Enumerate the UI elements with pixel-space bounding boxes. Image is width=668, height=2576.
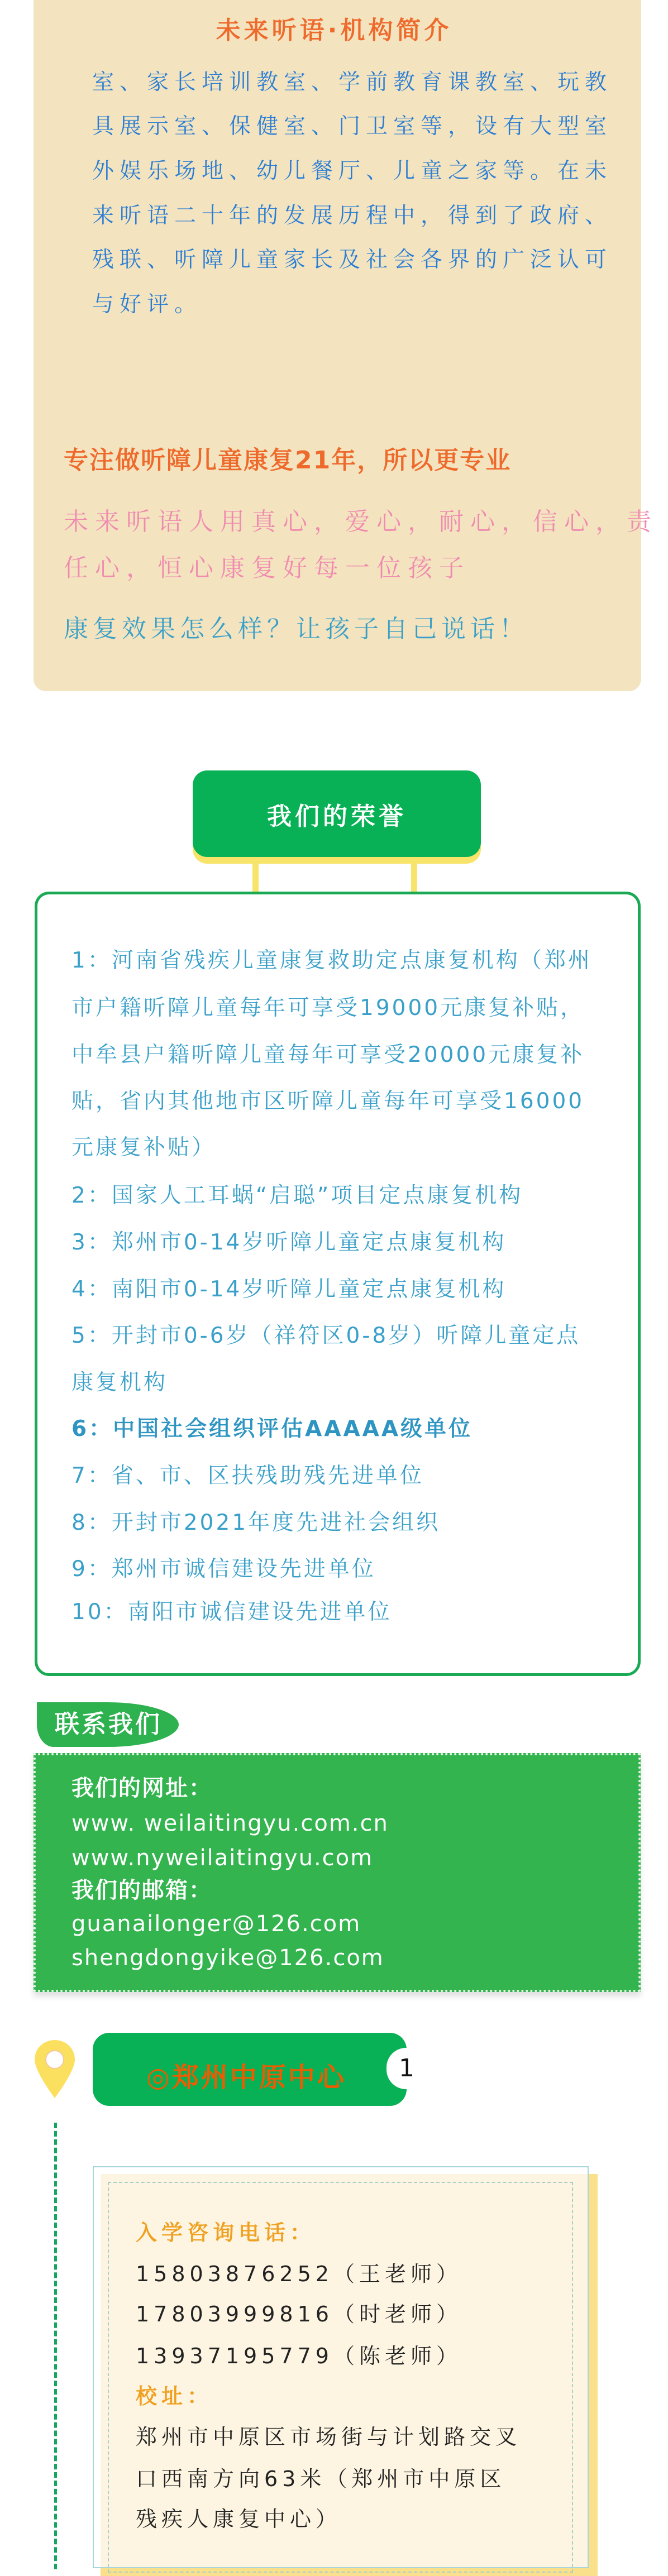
intro-title: 未来听语·机构简介 bbox=[216, 16, 452, 45]
phone-label: 入学咨询电话： bbox=[136, 2220, 316, 2245]
address-line: 残疾人康复中心） bbox=[136, 2507, 342, 2531]
address-line: 郑州市中原区市场街与计划路交叉 bbox=[136, 2425, 522, 2449]
honor-line: 中牟县户籍听障儿童每年可享受20000元康复补 bbox=[71, 1042, 585, 1067]
header-post bbox=[411, 864, 417, 893]
honor-line: 8：开封市2021年度先进社会组织 bbox=[71, 1510, 441, 1535]
slogan: 专注做听障儿童康复21年，所以更专业 bbox=[64, 446, 512, 475]
location-pin-icon bbox=[34, 2039, 76, 2099]
header-post bbox=[252, 864, 259, 893]
honor-line: 3：郑州市0-14岁听障儿童定点康复机构 bbox=[71, 1230, 507, 1255]
honor-line: 市户籍听障儿童每年可享受19000元康复补贴， bbox=[71, 995, 585, 1021]
honor-line: 2：国家人工耳蜗“启聪”项目定点康复机构 bbox=[71, 1183, 523, 1208]
care-line: 任心，恒心康复好每一位孩子 bbox=[64, 554, 470, 582]
intro-paragraph-line: 外娱乐场地、幼儿餐厅、儿童之家等。在未 bbox=[92, 159, 613, 184]
honor-line: 元康复补贴） bbox=[71, 1135, 216, 1160]
phone-number[interactable]: 13937195779（陈老师） bbox=[136, 2344, 462, 2368]
website-link[interactable]: www. weilaitingyu.com.cn bbox=[71, 1811, 389, 1836]
intro-paragraph-line: 来听语二十年的发展历程中，得到了政府、 bbox=[92, 203, 613, 228]
address-label: 校址： bbox=[136, 2384, 213, 2409]
honor-line: 1：河南省残疾儿童康复救助定点康复机构（郑州 bbox=[71, 948, 592, 973]
center-name: ◎郑州中原中心 bbox=[146, 2062, 346, 2093]
address-line: 口西南方向63米（郑州市中原区 bbox=[136, 2467, 506, 2491]
website-link[interactable]: www.nyweilaitingyu.com bbox=[71, 1845, 374, 1871]
honors-title: 我们的荣誉 bbox=[267, 802, 407, 831]
intro-paragraph-line: 与好评。 bbox=[92, 292, 202, 317]
intro-paragraph-line: 室、家长培训教室、学前教育课教室、玩教 bbox=[92, 70, 613, 95]
care-line: 未来听语人用真心，爱心，耐心，信心，责 bbox=[64, 507, 658, 536]
effect-line: 康复效果怎么样？让孩子自己说话！ bbox=[64, 615, 528, 643]
intro-paragraph-line: 残联、听障儿童家长及社会各界的广泛认可 bbox=[92, 247, 613, 272]
honor-line: 9：郑州市诚信建设先进单位 bbox=[71, 1557, 376, 1582]
honor-line: 贴，省内其他地市区听障儿童每年可享受16000 bbox=[71, 1089, 585, 1114]
honor-line: 5：开封市0-6岁（祥符区0-8岁）听障儿童定点 bbox=[71, 1323, 581, 1348]
website-label: 我们的网址： bbox=[71, 1775, 212, 1801]
timeline-line bbox=[54, 2123, 57, 2569]
center-number-badge: 1 bbox=[387, 2048, 426, 2089]
honor-line: 10：南阳市诚信建设先进单位 bbox=[71, 1600, 392, 1625]
email-label: 我们的邮箱： bbox=[71, 1878, 212, 1903]
email-link[interactable]: guanailonger@126.com bbox=[71, 1911, 361, 1937]
honors-header bbox=[193, 770, 481, 857]
phone-number[interactable]: 17803999816（时老师） bbox=[136, 2302, 462, 2326]
honor-line: 6：中国社会组织评估AAAAA级单位 bbox=[71, 1416, 473, 1442]
honor-line: 4：南阳市0-14岁听障儿童定点康复机构 bbox=[71, 1277, 507, 1302]
honor-line: 7：省、市、区扶残助残先进单位 bbox=[71, 1463, 424, 1488]
contact-title: 联系我们 bbox=[37, 1702, 179, 1747]
email-link[interactable]: shengdongyike@126.com bbox=[71, 1945, 384, 1971]
intro-paragraph-line: 具展示室、保健室、门卫室等，设有大型室 bbox=[92, 114, 613, 139]
phone-number[interactable]: 15803876252（王老师） bbox=[136, 2262, 462, 2286]
honor-line: 康复机构 bbox=[71, 1370, 168, 1395]
